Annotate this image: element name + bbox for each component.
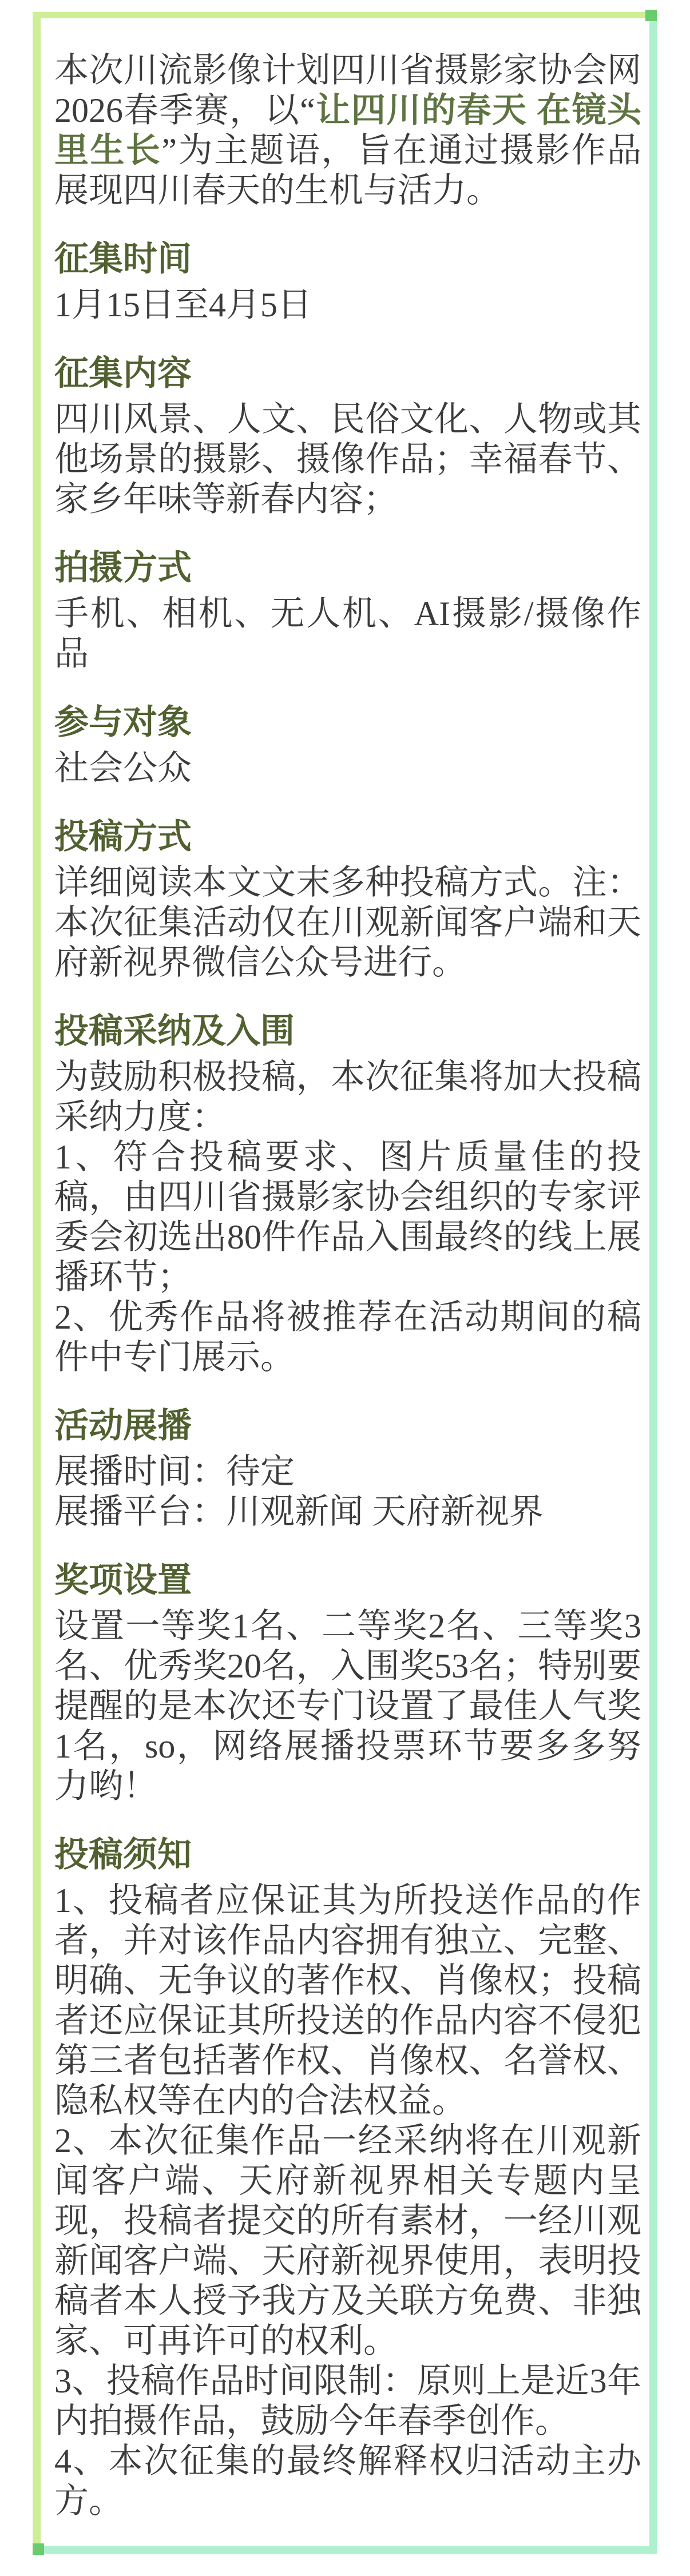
article-section bbox=[54, 239, 641, 325]
section-heading: 征集内容 bbox=[54, 355, 192, 392]
section-heading: 活动展播 bbox=[54, 1407, 192, 1445]
section-paragraph: 设置一等奖1名、二等奖2名、三等奖3名、优秀奖20名，入围奖53名；特别要提醒的是本次还专门设置了最佳人气奖1名，so，网络展播投票环节要多多努力哟！ bbox=[54, 1607, 641, 1805]
frame-corner-bottom-left bbox=[33, 2543, 44, 2555]
section-paragraph: 展播时间：待定 bbox=[54, 1453, 295, 1490]
sections-container bbox=[54, 239, 641, 2521]
frame-border-right bbox=[649, 20, 657, 2554]
section-paragraph: 为鼓励积极投稿，本次征集将加大投稿采纳力度： bbox=[54, 1058, 641, 1136]
frame-border-bottom bbox=[43, 2546, 657, 2554]
intro-text-after: 为主题语，旨在通过摄影作品展现四川春天的生机与活力。 bbox=[54, 132, 642, 209]
section-paragraph: 3、投稿作品时间限制：原则上是近3年内拍摄作品，鼓励今年春季创作。 bbox=[54, 2362, 641, 2440]
section-paragraph: 1月15日至4月5日 bbox=[54, 286, 312, 324]
intro-text-before: 本次川流影像计划四川省摄影家协会网2026春季赛，以 bbox=[54, 51, 641, 129]
article-section bbox=[54, 702, 641, 788]
intro-quote-close: ” bbox=[161, 132, 177, 169]
section-paragraph: 2、优秀作品将被推荐在活动期间的稿件中专门展示。 bbox=[54, 1298, 641, 1376]
intro-paragraph bbox=[54, 50, 641, 210]
frame-border-top bbox=[33, 12, 646, 18]
intro-quote-open: “ bbox=[300, 92, 315, 129]
article-section bbox=[54, 1406, 641, 1532]
section-paragraph: 4、本次征集的最终解释权归活动主办方。 bbox=[54, 2442, 641, 2520]
section-paragraph: 手机、相机、无人机、AI摄影/摄像作品 bbox=[54, 595, 641, 673]
section-paragraph: 四川风景、人文、民俗文化、人物或其他场景的摄影、摄像作品；幸福春节、家乡年味等新春内容； bbox=[54, 400, 641, 518]
section-heading: 征集时间 bbox=[54, 240, 192, 278]
section-heading: 拍摄方式 bbox=[54, 549, 192, 587]
section-heading: 投稿须知 bbox=[54, 1836, 192, 1874]
article-content bbox=[54, 50, 641, 2521]
section-heading: 参与对象 bbox=[54, 703, 192, 741]
article-section bbox=[54, 548, 641, 674]
section-paragraph: 社会公众 bbox=[54, 749, 192, 787]
section-heading: 投稿采纳及入围 bbox=[54, 1012, 295, 1050]
section-paragraph: 2、本次征集作品一经采纳将在川观新闻客户端、天府新视界相关专题内呈现，投稿者提交的所有素材，一经川观新闻客户端、天府新视界使用，表明投稿者本人授予我方及关联方免费、非独家、可再许可的权利。 bbox=[54, 2122, 641, 2360]
frame-corner-top-right bbox=[645, 10, 657, 21]
frame-border-left bbox=[33, 12, 41, 2543]
article-section bbox=[54, 1560, 641, 1806]
section-heading: 奖项设置 bbox=[54, 1561, 192, 1599]
section-paragraph: 1、符合投稿要求、图片质量佳的投稿，由四川省摄影家协会组织的专家评委会初选出80件作品入围最终的线上展播环节； bbox=[54, 1138, 641, 1296]
intro-theme-slogan: 让四川的春天 在镜头里生长 bbox=[54, 92, 642, 169]
article-section bbox=[54, 1011, 641, 1377]
article-section bbox=[54, 817, 641, 983]
article-section bbox=[54, 1835, 641, 2521]
section-paragraph: 展播平台：川观新闻 天府新视界 bbox=[54, 1493, 544, 1531]
section-paragraph: 1、投稿者应保证其为所投送作品的作者，并对该作品内容拥有独立、完整、明确、无争议的著作权、肖像权；投稿者还应保证其所投送的作品内容不侵犯第三者包括著作权、肖像权、名誉权、隐私权等在内的合法权益。 bbox=[54, 1882, 641, 2120]
article-section bbox=[54, 353, 641, 519]
section-paragraph: 详细阅读本文文末多种投稿方式。注：本次征集活动仅在川观新闻客户端和天府新视界微信公众号进行。 bbox=[54, 864, 641, 981]
section-heading: 投稿方式 bbox=[54, 818, 192, 856]
